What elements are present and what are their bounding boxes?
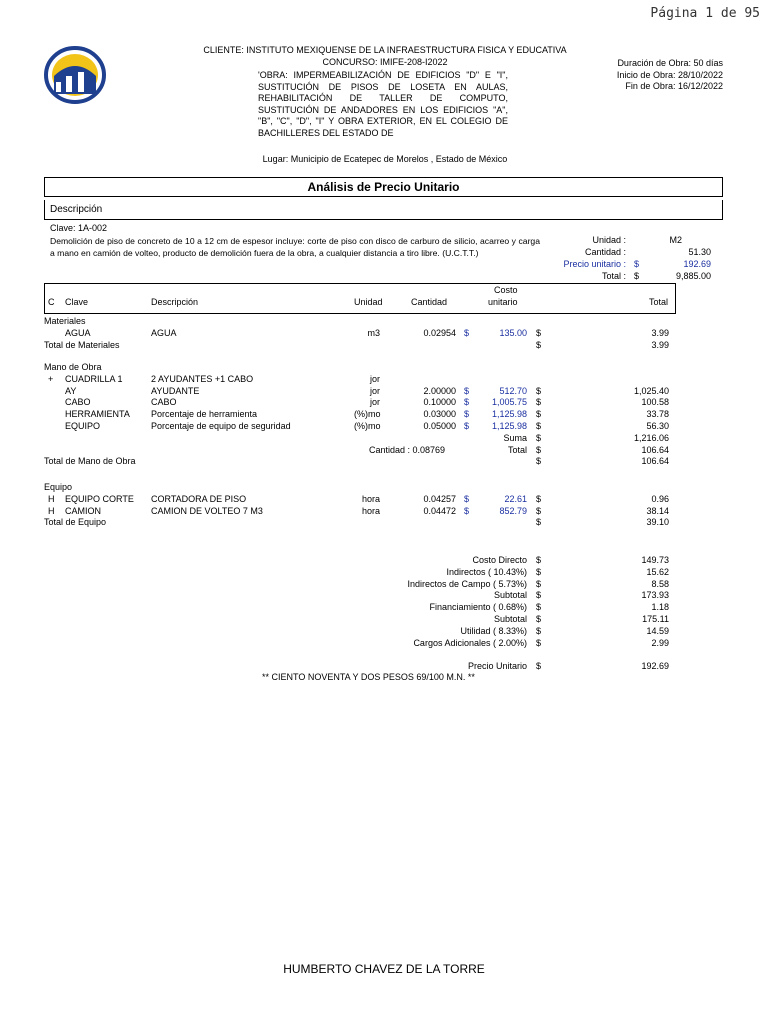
cliente-line: CLIENTE: INSTITUTO MEXIQUENSE DE LA INFRAESTRUCTURA FISICA Y EDUCATIVA xyxy=(203,45,567,55)
mano-obra-inner-total-value: 106.64 xyxy=(641,444,669,455)
row-currency: $ xyxy=(464,493,470,504)
row-costo-unitario: 512.70 xyxy=(499,385,527,396)
row-total-currency: $ xyxy=(536,421,542,431)
mano-obra-inner-total-currency: $ xyxy=(536,444,542,455)
col-cantidad: Cantidad xyxy=(411,297,448,307)
row-cantidad: 2.00000 xyxy=(423,385,456,396)
row-total: 1,025.40 xyxy=(633,385,669,396)
summary-currency: $ xyxy=(536,555,542,565)
row-currency: $ xyxy=(464,327,470,338)
analysis-title: Análisis de Precio Unitario xyxy=(44,177,723,197)
suma-currency: $ xyxy=(536,432,542,443)
page-number: Página 1 de 95 xyxy=(650,6,760,21)
col-descripcion: Descripción xyxy=(151,297,199,307)
row-clave: CUADRILLA 1 xyxy=(65,373,123,384)
mano-obra-inner-total-label: Total xyxy=(507,444,527,455)
row-total: 0.96 xyxy=(651,493,669,504)
header-center xyxy=(150,45,620,68)
duracion-text: Duración de Obra: 50 días xyxy=(617,58,723,68)
summary-value: 175.11 xyxy=(642,614,669,624)
precio-unitario-final-currency: $ xyxy=(536,661,542,671)
row-cantidad: 0.03000 xyxy=(423,409,456,420)
total-equipo-currency: $ xyxy=(536,517,542,528)
summary-currency: $ xyxy=(536,625,542,636)
row-unidad: hora xyxy=(361,505,380,516)
total-currency: $ xyxy=(634,271,640,281)
summary-currency: $ xyxy=(536,637,542,648)
suma-value: 1,216.06 xyxy=(633,432,669,443)
row-currency: $ xyxy=(464,421,470,431)
summary-label: Costo Directo xyxy=(472,555,527,565)
row-descripcion: AGUA xyxy=(151,327,177,338)
cantidad-label: Cantidad : xyxy=(584,247,626,257)
summary-label: Indirectos ( 10.43%) xyxy=(446,566,527,577)
header-right-rule xyxy=(675,283,676,314)
company-logo xyxy=(44,46,106,104)
row-clave: HERRAMIENTA xyxy=(65,409,130,420)
header-left-rule xyxy=(44,283,45,314)
total-value: 9,885.00 xyxy=(675,271,711,281)
row-descripcion: 2 AYUDANTES +1 CABO xyxy=(151,373,254,384)
obra-description: 'OBRA: IMPERMEABILIZACIÓN DE EDIFICIOS "D" E "I", SUSTITUCIÓN DE PISOS DE LOSETA EN AULAS, REHABILITACIÓN DE TALLER DE COMPUTO, SUSTITUCIÓN DE ANDADORES EN LOS EDIFICIOS "A", "B", "C", "D", "I" Y OBRA EXTERIOR, EN EL COLEGIO DE BACHILLERES DEL ESTADO DE xyxy=(258,70,508,138)
row-unidad: (%)mo xyxy=(354,421,381,431)
summary-currency: $ xyxy=(536,614,542,624)
row-cantidad: 0.05000 xyxy=(423,421,456,431)
descripcion-label: Descripción xyxy=(44,200,723,220)
row-c: H xyxy=(48,493,55,504)
total-materiales-currency: $ xyxy=(536,339,542,350)
col-c: C xyxy=(48,297,55,307)
row-costo-unitario: 22.61 xyxy=(504,493,527,504)
row-costo-unitario: 1,005.75 xyxy=(491,397,527,408)
section-equipo: Equipo xyxy=(44,482,73,492)
inicio-text: Inicio de Obra: 28/10/2022 xyxy=(616,69,723,80)
row-c: H xyxy=(48,505,55,516)
row-clave: AGUA xyxy=(65,327,91,338)
total-equipo-label: Total de Equipo xyxy=(44,517,107,528)
header-bottom-rule xyxy=(44,313,676,314)
precio-unitario-final-label: Precio Unitario xyxy=(467,661,527,671)
summary-currency: $ xyxy=(536,566,542,577)
row-unidad: jor xyxy=(369,385,380,396)
total-mano-obra-label: Total de Mano de Obra xyxy=(44,456,136,467)
row-unidad: hora xyxy=(361,493,380,504)
summary-currency: $ xyxy=(536,578,542,589)
precio-unitario-value: 192.69 xyxy=(683,259,711,269)
total-materiales-value: 3.99 xyxy=(651,339,669,350)
summary-value: 2.99 xyxy=(651,637,669,648)
row-descripcion: CORTADORA DE PISO xyxy=(151,493,247,504)
total-materiales-label: Total de Materiales xyxy=(44,339,120,350)
row-cantidad: 0.04472 xyxy=(423,505,456,516)
row-costo-unitario: 135.00 xyxy=(499,327,527,338)
row-clave: CAMION xyxy=(65,505,101,516)
summary-label: Subtotal xyxy=(493,590,527,601)
signer-name: HUMBERTO CHAVEZ DE LA TORRE xyxy=(283,962,485,976)
row-total-currency: $ xyxy=(536,505,542,516)
total-equipo-value: 39.10 xyxy=(646,517,669,528)
row-descripcion: AYUDANTE xyxy=(151,385,200,396)
fin-text: Fin de Obra: 16/12/2022 xyxy=(625,81,723,91)
row-total: 100.58 xyxy=(641,397,669,408)
summary-label: Cargos Adicionales ( 2.00%) xyxy=(413,637,527,648)
col-unidad: Unidad xyxy=(354,297,383,307)
row-descripcion: Porcentaje de herramienta xyxy=(151,409,258,420)
summary-value: 8.58 xyxy=(651,578,669,589)
row-currency: $ xyxy=(464,505,470,516)
concurso-line: CONCURSO: IMIFE-208-I2022 xyxy=(322,56,448,67)
summary-value: 1.18 xyxy=(651,602,669,613)
precio-unitario-final-value: 192.69 xyxy=(641,661,669,671)
total-label: Total : xyxy=(601,271,626,281)
cantidad-factor: Cantidad : 0.08769 xyxy=(369,444,446,455)
col-unitario: unitario xyxy=(488,297,518,307)
row-total: 38.14 xyxy=(646,505,669,516)
row-clave: CABO xyxy=(65,397,91,408)
row-unidad: jor xyxy=(369,373,380,384)
concept-description: Demolición de piso de concreto de 10 a 12 cm de espesor incluye: corte de piso con disco de carburo de silicio, acarreo y carga a mano en camión de volteo, producto de demolición fuera de la obra, a cualquier distancia a tiro libre. (U.C.T.T.) xyxy=(50,236,540,258)
summary-label: Financiamiento ( 0.68%) xyxy=(429,602,527,613)
col-total: Total xyxy=(648,297,668,307)
col-costo: Costo xyxy=(494,285,518,295)
row-clave: EQUIPO xyxy=(65,421,101,431)
row-costo-unitario: 1,125.98 xyxy=(491,421,527,431)
row-cantidad: 0.04257 xyxy=(423,493,456,504)
header-top-rule xyxy=(44,283,676,284)
precio-currency: $ xyxy=(634,259,640,269)
summary-value: 14.59 xyxy=(646,625,669,636)
section-mano-obra: Mano de Obra xyxy=(44,362,102,372)
suma-label: Suma xyxy=(503,432,527,443)
row-total-currency: $ xyxy=(536,493,542,504)
row-currency: $ xyxy=(464,409,470,420)
row-total: 33.78 xyxy=(646,409,669,420)
row-total-currency: $ xyxy=(536,327,542,338)
total-mano-obra-value: 106.64 xyxy=(641,456,669,467)
summary-label: Indirectos de Campo ( 5.73%) xyxy=(407,578,527,589)
unidad-label: Unidad : xyxy=(592,235,626,245)
summary-value: 15.62 xyxy=(646,566,669,577)
row-total: 3.99 xyxy=(651,327,669,338)
row-unidad: (%)mo xyxy=(354,409,381,420)
obra-dates xyxy=(617,58,723,93)
row-clave: AY xyxy=(65,385,77,396)
summary-value: 149.73 xyxy=(641,555,669,565)
row-descripcion: CABO xyxy=(151,397,177,408)
amount-in-words: ** CIENTO NOVENTA Y DOS PESOS 69/100 M.N. ** xyxy=(262,672,475,682)
unidad-value: M2 xyxy=(669,235,682,245)
row-descripcion: Porcentaje de equipo de seguridad xyxy=(151,421,291,431)
cantidad-value: 51.30 xyxy=(688,247,711,257)
col-clave: Clave xyxy=(65,297,89,307)
row-costo-unitario: 852.79 xyxy=(499,505,527,516)
row-currency: $ xyxy=(464,397,470,408)
summary-currency: $ xyxy=(536,590,542,601)
row-cantidad: 0.10000 xyxy=(423,397,456,408)
summary-value: 173.93 xyxy=(641,590,669,601)
summary-currency: $ xyxy=(536,602,542,613)
summary-label: Subtotal xyxy=(493,614,527,624)
clave-text: Clave: 1A-002 xyxy=(50,223,108,233)
lugar-line: Lugar: Municipio de Ecatepec de Morelos , Estado de México xyxy=(262,154,508,164)
row-unidad: m3 xyxy=(367,327,380,338)
row-total: 56.30 xyxy=(646,421,669,431)
row-descripcion: CAMION DE VOLTEO 7 M3 xyxy=(151,505,263,516)
summary-label: Utilidad ( 8.33%) xyxy=(460,625,527,636)
total-mano-obra-currency: $ xyxy=(536,456,542,467)
row-currency: $ xyxy=(464,385,470,396)
row-total-currency: $ xyxy=(536,397,542,408)
row-total-currency: $ xyxy=(536,409,542,420)
row-cantidad: 0.02954 xyxy=(423,327,456,338)
row-unidad: jor xyxy=(369,397,380,408)
section-materiales: Materiales xyxy=(44,316,86,326)
row-costo-unitario: 1,125.98 xyxy=(491,409,527,420)
row-total-currency: $ xyxy=(536,385,542,396)
row-c: + xyxy=(48,373,54,384)
precio-unitario-label: Precio unitario : xyxy=(563,259,626,269)
row-clave: EQUIPO CORTE xyxy=(65,493,134,504)
